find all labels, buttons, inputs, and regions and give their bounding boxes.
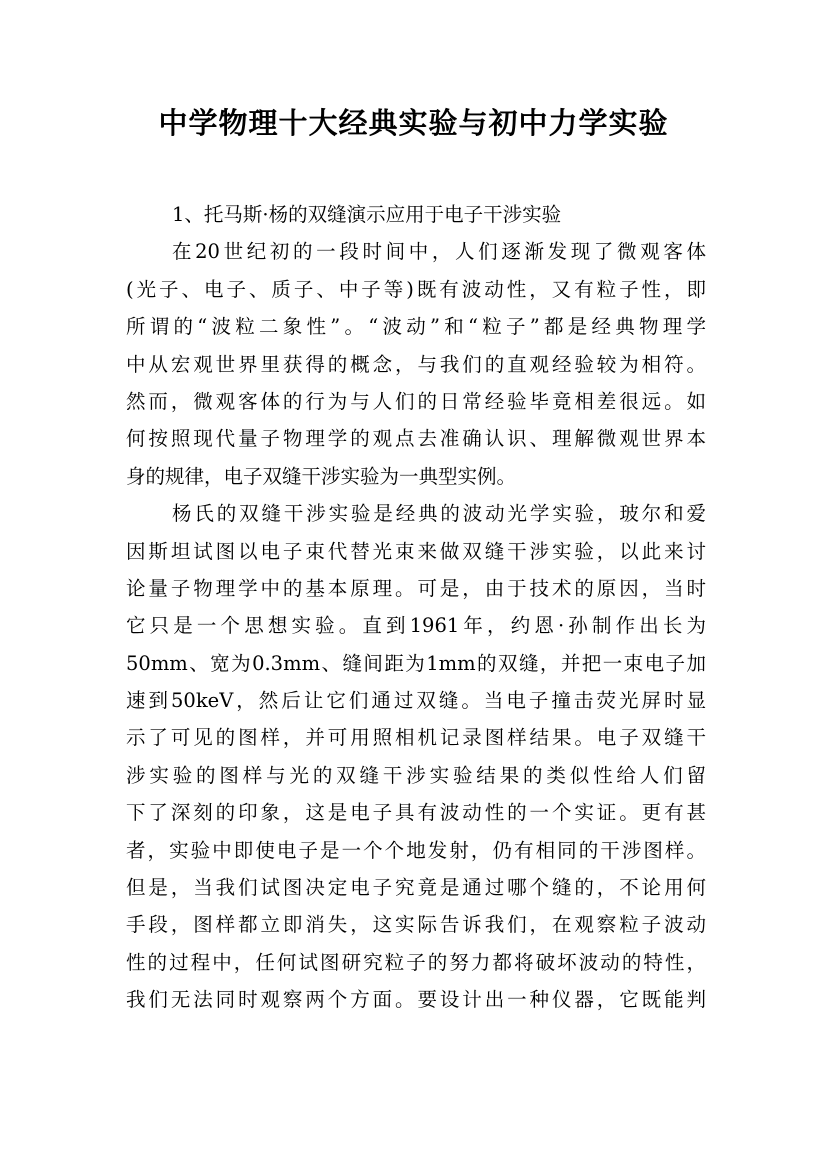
paragraph-line: 中从宏观世界里获得的概念，与我们的直观经验较为相符。 [126, 352, 706, 376]
paragraph-line: 涉实验的图样与光的双缝干涉实验结果的类似性给人们留 [126, 763, 706, 787]
document-body [126, 196, 706, 1019]
paragraph-line: 但是，当我们试图决定电子究竟是通过哪个缝的，不论用何 [126, 876, 706, 900]
paragraph-line: 在20世纪初的一段时间中，人们逐渐发现了微观客体 [172, 240, 706, 264]
paragraph-line: 然而，微观客体的行为与人们的日常经验毕竟相差很远。如 [126, 389, 706, 413]
paragraph-line: 所谓的“波粒二象性”。“波动”和“粒子”都是经典物理学 [126, 315, 706, 339]
paragraph-line: 杨氏的双缝干涉实验是经典的波动光学实验，玻尔和爱 [172, 502, 706, 526]
paragraph-line: 速到50keV，然后让它们通过双缝。当电子撞击荧光屏时显 [126, 689, 706, 713]
paragraph-line: 我们无法同时观察两个方面。要设计出一种仪器，它既能判 [126, 988, 706, 1012]
paragraph-line: (光子、电子、质子、中子等)既有波动性，又有粒子性，即 [126, 277, 706, 301]
paragraph-line: 它只是一个思想实验。直到1961年，约恩·孙制作出长为 [126, 614, 706, 638]
paragraph-line: 者，实验中即使电子是一个个地发射，仍有相同的干涉图样。 [126, 838, 706, 862]
paragraph-line: 示了可见的图样，并可用照相机记录图样结果。电子双缝干 [126, 726, 706, 750]
paragraph-line: 身的规律，电子双缝干涉实验为一典型实例。 [126, 464, 517, 488]
paragraph-line: 下了深刻的印象，这是电子具有波动性的一个实证。更有甚 [126, 801, 706, 825]
section-heading: 1、托马斯·杨的双缝演示应用于电子干涉实验 [172, 203, 562, 226]
paragraph-line: 手段，图样都立即消失，这实际告诉我们，在观察粒子波动 [126, 913, 706, 937]
paragraph-line: 50mm、宽为0.3mm、缝间距为1mm的双缝，并把一束电子加 [126, 651, 706, 675]
paragraph-line: 性的过程中，任何试图研究粒子的努力都将破坏波动的特性， [126, 950, 706, 974]
paragraph-line: 因斯坦试图以电子束代替光束来做双缝干涉实验，以此来讨 [126, 539, 706, 563]
page-title: 中学物理十大经典实验与初中力学实验 [158, 106, 669, 140]
paragraph-line: 何按照现代量子物理学的观点去准确认识、理解微观世界本 [126, 427, 706, 451]
paragraph-line: 论量子物理学中的基本原理。可是，由于技术的原因，当时 [126, 576, 706, 600]
